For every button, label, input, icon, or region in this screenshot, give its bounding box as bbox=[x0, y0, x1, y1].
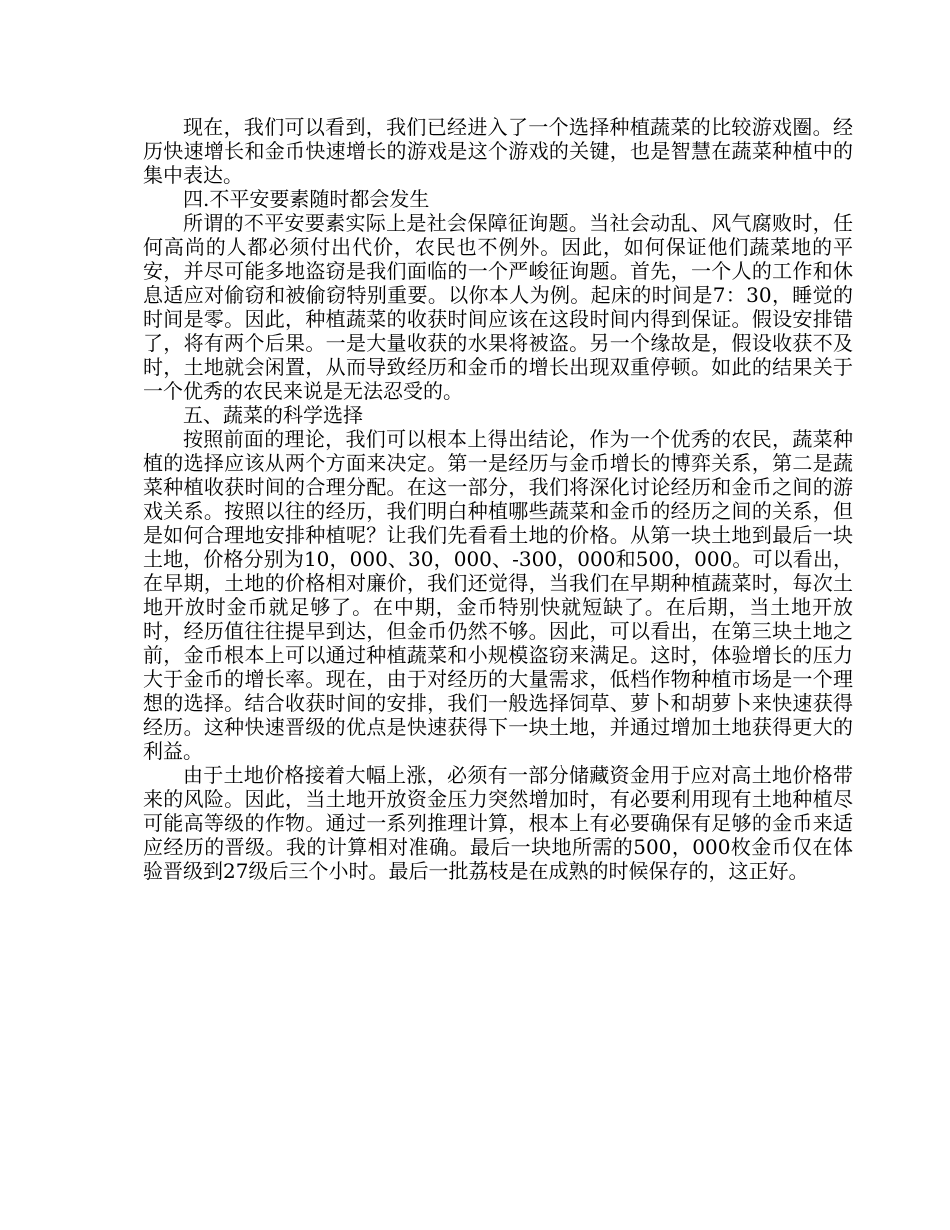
paragraph-intro: 现在，我们可以看到，我们已经进入了一个选择种植蔬菜的比较游戏圈。经历快速增长和金币快速增长的游戏是这个游戏的关键，也是智慧在蔬菜种植中的集中表达。 bbox=[143, 115, 853, 187]
paragraph-security: 所谓的不平安要素实际上是社会保障征询题。当社会动乱、风气腐败时，任何高尚的人都必须付出代价，农民也不例外。因此，如何保证他们蔬菜地的平安，并尽可能多地盗窃是我们面临的一个严峻征询题。首先，一个人的工作和休息适应对偷窃和被偷窃特别重要。以你本人为例。起床的时间是7：30，睡觉的时间是零。因此，种植蔬菜的收获时间应该在这段时间内得到保证。假设安排错了，将有两个后果。一是大量收获的水果将被盗。另一个缘故是，假设收获不及时，土地就会闲置，从而导致经历和金币的增长出现双重停顿。如此的结果关于一个优秀的农民来说是无法忍受的。 bbox=[143, 211, 853, 403]
document-body bbox=[143, 115, 853, 883]
section-heading-5: 五、蔬菜的科学选择 bbox=[183, 403, 363, 427]
section-heading-4: 四.不平安要素随时都会发生 bbox=[183, 187, 430, 211]
paragraph-land-price: 由于土地价格接着大幅上涨，必须有一部分储藏资金用于应对高土地价格带来的风险。因此，当土地开放资金压力突然增加时，有必要利用现有土地种植尽可能高等级的作物。通过一系列推理计算，根本上有必要确保有足够的金币来适应经历的晋级。我的计算相对准确。最后一块地所需的500，000枚金币仅在体验晋级到27级后三个小时。最后一批荔枝是在成熟的时候保存的，这正好。 bbox=[143, 763, 853, 883]
paragraph-vegetable-choice: 按照前面的理论，我们可以根本上得出结论，作为一个优秀的农民，蔬菜种植的选择应该从两个方面来决定。第一是经历与金币增长的博弈关系，第二是蔬菜种植收获时间的合理分配。在这一部分，我们将深化讨论经历和金币之间的游戏关系。按照以往的经历，我们明白种植哪些蔬菜和金币的经历之间的关系，但是如何合理地安排种植呢？让我们先看看土地的价格。从第一块土地到最后一块土地，价格分别为10，000、30，000、-300，000和500，000。可以看出，在早期，土地的价格相对廉价，我们还觉得，当我们在早期种植蔬菜时，每次土地开放时金币就足够了。在中期，金币特别快就短缺了。在后期，当土地开放时，经历值往往提早到达，但金币仍然不够。因此，可以看出，在第三块土地之前，金币根本上可以通过种植蔬菜和小规模盗窃来满足。这时，体验增长的压力大于金币的增长率。现在，由于对经历的大量需求，低档作物种植市场是一个理想的选择。结合收获时间的安排，我们一般选择饲草、萝卜和胡萝卜来快速获得经历。这种快速晋级的优点是快速获得下一块土地，并通过增加土地获得更大的利益。 bbox=[143, 427, 853, 763]
